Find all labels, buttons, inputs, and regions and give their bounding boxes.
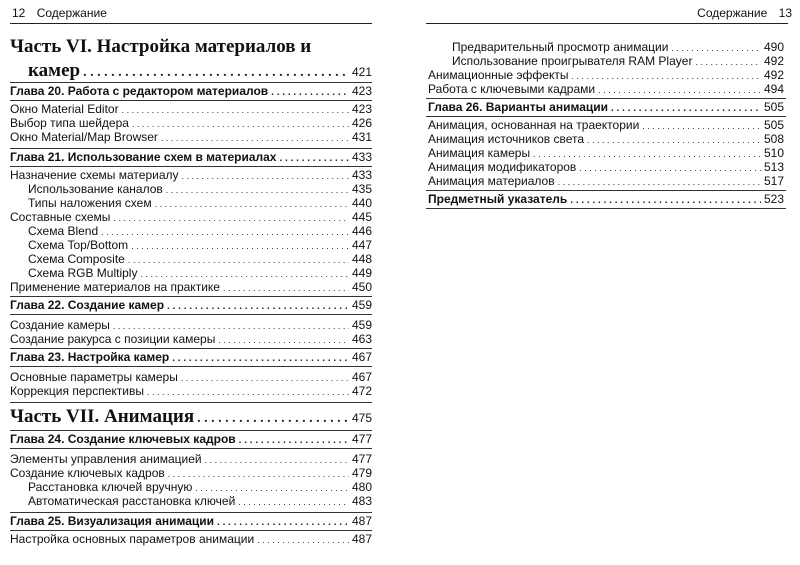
- dot-leader: [101, 224, 349, 238]
- header-rule: [10, 23, 372, 24]
- divider: [10, 530, 372, 531]
- dot-leader: [587, 132, 761, 146]
- dot-leader: [131, 238, 349, 252]
- dot-leader: [113, 318, 349, 332]
- entry-title: Анимация модификаторов: [428, 160, 577, 174]
- running-title: Содержание: [36, 6, 107, 20]
- divider: [10, 296, 372, 297]
- page-ref: 479: [351, 466, 372, 480]
- page-ref: 447: [351, 238, 372, 252]
- right-header: [697, 6, 792, 21]
- dot-leader: [167, 298, 349, 313]
- toc-entry[interactable]: [428, 82, 784, 96]
- part-7-title: Часть VII. Анимация: [10, 406, 195, 427]
- dot-leader: [611, 100, 761, 115]
- page-ref: 448: [351, 252, 372, 266]
- dot-leader: [579, 160, 761, 174]
- dot-leader: [132, 116, 349, 130]
- divider: [10, 82, 372, 83]
- page-ref: 467: [351, 350, 372, 364]
- part-6-entry[interactable]: [28, 60, 372, 84]
- page-ref: 433: [351, 150, 372, 164]
- chapter-24-entry[interactable]: [10, 432, 372, 447]
- page-number: 12: [12, 6, 26, 20]
- page-ref: 494: [763, 82, 784, 96]
- dot-leader: [113, 210, 349, 224]
- divider: [426, 98, 786, 99]
- toc-entry[interactable]: [428, 174, 784, 188]
- page-ref: 445: [351, 210, 372, 224]
- toc-subentry[interactable]: [28, 480, 372, 494]
- chapter-title: Предметный указатель: [428, 192, 568, 206]
- page-ref: 513: [763, 160, 784, 174]
- page-ref: 423: [351, 84, 372, 98]
- part-6-heading[interactable]: [10, 36, 372, 58]
- toc-entry[interactable]: [10, 168, 372, 182]
- page-ref: 472: [351, 384, 372, 398]
- toc-entry[interactable]: [428, 146, 784, 160]
- dot-leader: [197, 406, 349, 430]
- dot-leader: [598, 82, 761, 96]
- entry-title: Использование каналов: [28, 182, 163, 196]
- page-ref: 477: [351, 432, 372, 446]
- page-ref: 463: [351, 332, 372, 346]
- entry-title: Анимация, основанная на траектории: [428, 118, 640, 132]
- chapter-title: Глава 24. Создание ключевых кадров: [10, 432, 236, 446]
- toc-subentry[interactable]: [28, 224, 372, 238]
- toc-subentry[interactable]: [28, 238, 372, 252]
- dot-leader: [161, 130, 349, 144]
- dot-leader: [205, 452, 349, 466]
- toc-entry[interactable]: [428, 132, 784, 146]
- left-header: [12, 6, 107, 21]
- toc-entry[interactable]: [10, 384, 372, 398]
- entry-title: Анимация источников света: [428, 132, 585, 146]
- page-ref: 508: [763, 132, 784, 146]
- divider: [10, 166, 372, 167]
- dot-leader: [570, 192, 761, 207]
- chapter-title: Глава 26. Варианты анимации: [428, 100, 608, 114]
- dot-leader: [181, 370, 349, 384]
- dot-leader: [147, 384, 349, 398]
- page-ref: 421: [351, 65, 372, 79]
- dot-leader: [172, 350, 349, 365]
- toc-entry[interactable]: [10, 466, 372, 480]
- page-ref: 450: [351, 280, 372, 294]
- toc-subentry[interactable]: [452, 40, 784, 54]
- dot-leader: [128, 252, 349, 266]
- divider: [10, 512, 372, 513]
- entry-title: Назначение схемы материалу: [10, 168, 179, 182]
- dot-leader: [168, 466, 349, 480]
- toc-entry[interactable]: [10, 532, 372, 546]
- toc-entry[interactable]: [10, 130, 372, 144]
- page-ref: 440: [351, 196, 372, 210]
- entry-title: Анимация материалов: [428, 174, 555, 188]
- chapter-title: Глава 22. Создание камер: [10, 298, 165, 312]
- right-page: [420, 0, 800, 565]
- entry-title: Схема RGB Multiply: [28, 266, 138, 280]
- header-rule: [426, 23, 788, 24]
- entry-title: Создание ключевых кадров: [10, 466, 165, 480]
- divider: [10, 430, 372, 431]
- entry-title: Работа с ключевыми кадрами: [428, 82, 596, 96]
- page-ref: 459: [351, 298, 372, 312]
- toc-entry[interactable]: [428, 68, 784, 82]
- entry-title: Расстановка ключей вручную: [28, 480, 193, 494]
- page-number: 13: [778, 6, 792, 20]
- chapter-25-entry[interactable]: [10, 514, 372, 529]
- divider: [10, 366, 372, 367]
- entry-title: Основные параметры камеры: [10, 370, 178, 384]
- toc-entry[interactable]: [10, 116, 372, 130]
- dot-leader: [155, 196, 349, 210]
- page-ref: 477: [351, 452, 372, 466]
- left-page: [0, 0, 380, 565]
- toc-entry[interactable]: [428, 160, 784, 174]
- entry-title: Составные схемы: [10, 210, 111, 224]
- page-ref: 435: [351, 182, 372, 196]
- page-ref: 517: [763, 174, 784, 188]
- entry-title: Анимация камеры: [428, 146, 531, 160]
- toc-entry[interactable]: [10, 280, 372, 294]
- page-ref: 490: [763, 40, 784, 54]
- entry-title: Использование проигрывателя RAM Player: [452, 54, 693, 68]
- entry-title: Применение материалов на практике: [10, 280, 220, 294]
- page-ref: 505: [763, 100, 784, 114]
- toc-entry[interactable]: [10, 332, 372, 346]
- entry-title: Схема Top/Bottom: [28, 238, 129, 252]
- toc-entry[interactable]: [10, 210, 372, 224]
- dot-leader: [533, 146, 761, 160]
- page-ref: 449: [351, 266, 372, 280]
- page-ref: 459: [351, 318, 372, 332]
- dot-leader: [257, 532, 349, 546]
- entry-title: Создание ракурса с позиции камеры: [10, 332, 216, 346]
- entry-title: Автоматическая расстановка ключей: [28, 494, 236, 508]
- toc-subentry[interactable]: [28, 196, 372, 210]
- divider: [10, 100, 372, 101]
- toc-subentry[interactable]: [28, 182, 372, 196]
- page-ref: 487: [351, 532, 372, 546]
- dot-leader: [279, 150, 349, 165]
- part-6-title-line2: камер: [28, 60, 81, 81]
- page-ref: 492: [763, 54, 784, 68]
- divider: [10, 348, 372, 349]
- page-ref: 480: [351, 480, 372, 494]
- dot-leader: [195, 480, 349, 494]
- entry-title: Типы наложения схем: [28, 196, 152, 210]
- dot-leader: [166, 182, 349, 196]
- page-ref: 446: [351, 224, 372, 238]
- page-ref: 423: [351, 102, 372, 116]
- toc-entry[interactable]: [10, 102, 372, 116]
- part-7-entry[interactable]: [10, 406, 372, 430]
- dot-leader: [83, 60, 349, 84]
- toc-entry[interactable]: [10, 370, 372, 384]
- page-ref: 487: [351, 514, 372, 528]
- divider: [10, 148, 372, 149]
- entry-title: Окно Material Editor: [10, 102, 119, 116]
- entry-title: Выбор типа шейдера: [10, 116, 129, 130]
- chapter-21-entry[interactable]: [10, 150, 372, 165]
- entry-title: Схема Composite: [28, 252, 125, 266]
- chapter-title: Глава 21. Использование схем в материалах: [10, 150, 277, 164]
- chapter-title: Глава 23. Настройка камер: [10, 350, 170, 364]
- page-ref: 433: [351, 168, 372, 182]
- index-entry[interactable]: [428, 192, 784, 207]
- divider: [426, 190, 786, 191]
- page-ref: 426: [351, 116, 372, 130]
- part-6-title-line1: Часть VI. Настройка материалов и: [10, 36, 312, 57]
- dot-leader: [239, 432, 349, 447]
- page-ref: 475: [351, 411, 372, 425]
- chapter-20-entry[interactable]: [10, 84, 372, 99]
- dot-leader: [695, 54, 761, 68]
- divider: [10, 448, 372, 449]
- dot-leader: [217, 514, 349, 529]
- dot-leader: [140, 266, 348, 280]
- entry-title: Коррекция перспективы: [10, 384, 144, 398]
- entry-title: Окно Material/Map Browser: [10, 130, 158, 144]
- running-title: Содержание: [697, 6, 768, 20]
- divider: [10, 402, 372, 403]
- toc-subentry[interactable]: [28, 494, 372, 508]
- page-ref: 431: [351, 130, 372, 144]
- toc-subentry[interactable]: [28, 252, 372, 266]
- entry-title: Настройка основных параметров анимации: [10, 532, 255, 546]
- dot-leader: [671, 40, 761, 54]
- entry-title: Предварительный просмотр анимации: [452, 40, 669, 54]
- entry-title: Элементы управления анимацией: [10, 452, 202, 466]
- page-ref: 523: [763, 192, 784, 206]
- divider: [426, 116, 786, 117]
- dot-leader: [571, 68, 761, 82]
- chapter-23-entry[interactable]: [10, 350, 372, 365]
- dot-leader: [122, 102, 349, 116]
- toc-entry[interactable]: [10, 318, 372, 332]
- page-ref: 510: [763, 146, 784, 160]
- entry-title: Создание камеры: [10, 318, 110, 332]
- entry-title: Анимационные эффекты: [428, 68, 569, 82]
- chapter-title: Глава 25. Визуализация анимации: [10, 514, 215, 528]
- page-ref: 467: [351, 370, 372, 384]
- divider: [10, 314, 372, 315]
- dot-leader: [218, 332, 349, 346]
- toc-entry[interactable]: [10, 452, 372, 466]
- dot-leader: [558, 174, 761, 188]
- toc-subentry[interactable]: [28, 266, 372, 280]
- page-ref: 492: [763, 68, 784, 82]
- entry-title: Схема Blend: [28, 224, 99, 238]
- toc-subentry[interactable]: [452, 54, 784, 68]
- dot-leader: [271, 84, 349, 99]
- page-ref: 483: [351, 494, 372, 508]
- dot-leader: [182, 168, 349, 182]
- dot-leader: [238, 494, 349, 508]
- divider: [426, 208, 786, 209]
- chapter-26-entry[interactable]: [428, 100, 784, 115]
- chapter-22-entry[interactable]: [10, 298, 372, 313]
- page-ref: 505: [763, 118, 784, 132]
- dot-leader: [642, 118, 761, 132]
- toc-entry[interactable]: [428, 118, 784, 132]
- dot-leader: [223, 280, 349, 294]
- chapter-title: Глава 20. Работа с редактором материалов: [10, 84, 269, 98]
